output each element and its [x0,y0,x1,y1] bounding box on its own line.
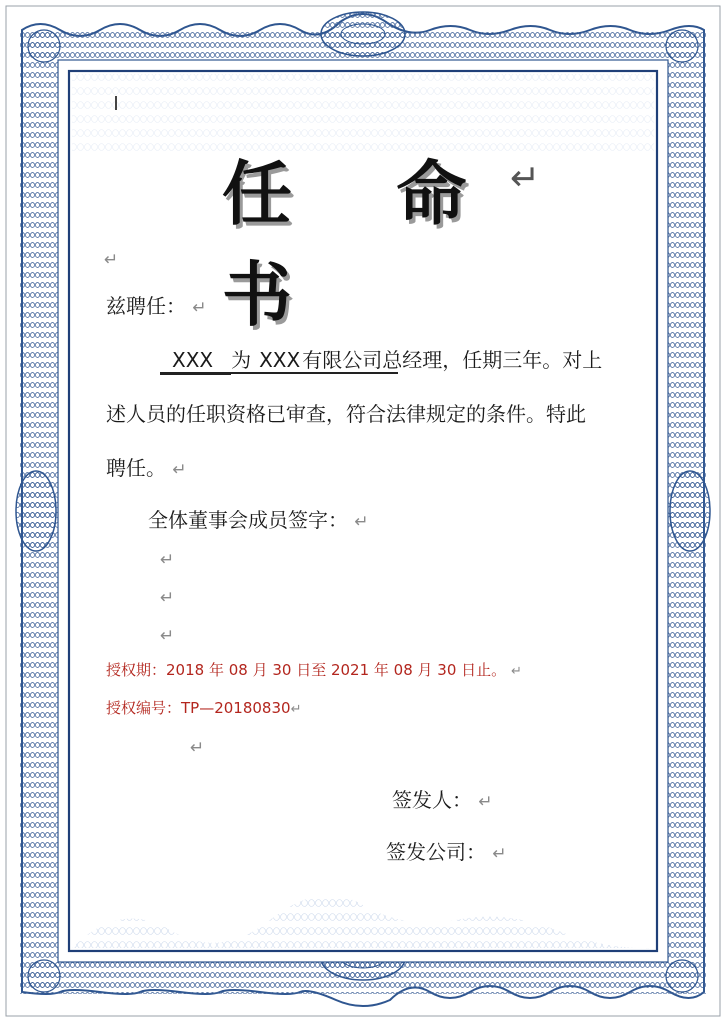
empty-paragraph [160,582,174,612]
empty-paragraph [160,544,174,574]
board-signature-line [148,506,369,536]
authorization-period-line [106,656,522,686]
appointment-line-1 [160,346,602,375]
paragraph-mark-icon: ↵ [478,792,493,812]
appointment-line-3-text: 聘任。 [106,456,166,480]
underline-rule [160,372,398,374]
issuer-line [392,786,493,816]
paragraph-mark-icon: ↵ [104,250,119,270]
issuer-label: 签发人： [392,788,472,812]
appointee-name-field[interactable]: XXX [160,346,231,375]
paragraph-mark-icon: ↵ [160,626,175,646]
certificate-title: 任 命 书 [222,153,507,336]
authorization-period-text: 授权期：2018 年 08 月 30 日至 2021 年 08 月 30 日止。 [106,661,507,679]
paragraph-mark-icon: ↵ [510,664,522,679]
authorization-number-line [106,694,301,724]
paragraph-mark-icon: ↵ [290,702,302,717]
paragraph-mark-icon: ↵ [172,460,187,480]
salutation-line [106,292,207,322]
text-cursor [115,96,117,110]
paragraph-mark-icon: ↵ [160,588,175,608]
issuing-company-label: 签发公司： [386,840,486,864]
company-name-field[interactable]: XXX [259,348,301,372]
empty-paragraph [160,620,174,650]
empty-paragraph [190,732,204,762]
connector-text: 为 [231,348,252,372]
paragraph-mark-icon: ↵ [160,550,175,570]
paragraph-mark-icon: ↵ [190,738,205,758]
salutation-text: 兹聘任： [106,294,186,318]
paragraph-mark-icon: ↵ [492,844,507,864]
board-signature-label: 全体董事会成员签字： [148,508,348,532]
appointment-line-1-rest: 有限公司总经理，任期三年。对上 [302,348,603,372]
paragraph-mark-icon: ↵ [192,298,207,318]
paragraph-mark-icon: ↵ [510,158,541,199]
title-block [222,138,532,336]
authorization-number-text: 授权编号：TP—20180830 [106,699,291,717]
appointment-line-2: 述人员的任职资格已审查，符合法律规定的条件。特此 [106,402,586,426]
paragraph-mark-icon: ↵ [354,512,369,532]
appointment-line-3 [106,454,187,484]
issuing-company-line [386,838,507,868]
empty-paragraph [104,244,118,274]
